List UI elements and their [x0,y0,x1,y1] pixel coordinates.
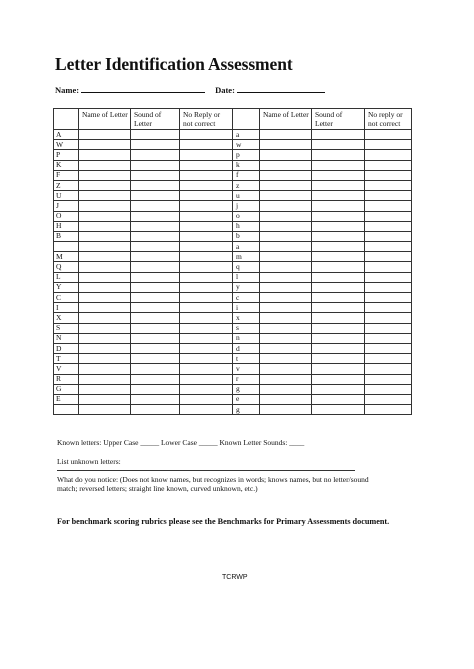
lower-letter-cell: t [233,354,260,364]
sound-upper-cell[interactable] [131,282,180,292]
sound-lower-cell[interactable] [312,354,365,364]
table-row [54,221,412,231]
table-row [54,374,412,384]
lower-letter-cell: i [233,303,260,313]
lower-letter-cell: n [233,333,260,343]
name-upper-cell[interactable] [79,180,131,190]
table-row [54,354,412,364]
noreply-lower-cell[interactable] [365,354,412,364]
upper-letter-cell: R [54,374,79,384]
sound-upper-cell[interactable] [131,201,180,211]
upper-letter-cell: O [54,211,79,221]
sound-lower-cell[interactable] [312,170,365,180]
lower-letter-cell: u [233,191,260,201]
noreply-upper-cell[interactable] [180,394,233,404]
noreply-lower-cell[interactable] [365,221,412,231]
upper-letter-cell: S [54,323,79,333]
sound-upper-cell[interactable] [131,343,180,353]
name-lower-cell[interactable] [260,293,312,303]
sound-lower-cell[interactable] [312,364,365,374]
name-upper-cell[interactable] [79,262,131,272]
noreply-lower-cell[interactable] [365,262,412,272]
sound-upper-cell[interactable] [131,333,180,343]
table-body [54,130,412,415]
table-row [54,150,412,160]
sound-upper-cell[interactable] [131,252,180,262]
name-lower-cell[interactable] [260,160,312,170]
noreply-upper-cell[interactable] [180,384,233,394]
sound-lower-cell[interactable] [312,343,365,353]
upper-letter-cell: M [54,252,79,262]
noreply-upper-cell[interactable] [180,374,233,384]
sound-lower-cell[interactable] [312,211,365,221]
noreply-lower-cell[interactable] [365,160,412,170]
noreply-lower-cell[interactable] [365,191,412,201]
table-row [54,130,412,140]
name-lower-cell[interactable] [260,272,312,282]
lower-letter-cell: y [233,282,260,292]
sound-lower-cell[interactable] [312,293,365,303]
unknown-letters-label: List unknown letters: [57,457,121,466]
noreply-lower-cell[interactable] [365,130,412,140]
sound-upper-cell[interactable] [131,170,180,180]
sound-upper-cell[interactable] [131,262,180,272]
table-row [54,313,412,323]
upper-letter-cell [54,242,79,252]
name-upper-cell[interactable] [79,384,131,394]
sound-upper-cell[interactable] [131,405,180,415]
name-lower-cell[interactable] [260,170,312,180]
name-lower-cell[interactable] [260,150,312,160]
name-upper-cell[interactable] [79,323,131,333]
sound-upper-cell[interactable] [131,160,180,170]
name-label: Name: [55,85,80,95]
sound-lower-cell[interactable] [312,374,365,384]
name-upper-cell[interactable] [79,231,131,241]
sound-lower-cell[interactable] [312,333,365,343]
name-lower-cell[interactable] [260,333,312,343]
noreply-lower-cell[interactable] [365,140,412,150]
table-row [54,160,412,170]
noreply-lower-cell[interactable] [365,394,412,404]
sound-lower-cell[interactable] [312,384,365,394]
sound-upper-cell[interactable] [131,354,180,364]
lower-letter-cell: z [233,180,260,190]
sound-lower-cell[interactable] [312,282,365,292]
name-upper-cell[interactable] [79,405,131,415]
noreply-upper-cell[interactable] [180,140,233,150]
unknown-letters-rule [57,470,355,471]
noreply-lower-cell[interactable] [365,150,412,160]
name-upper-cell[interactable] [79,394,131,404]
name-upper-cell[interactable] [79,150,131,160]
lower-letter-cell: k [233,160,260,170]
table-row [54,364,412,374]
noreply-upper-cell[interactable] [180,364,233,374]
table-row [54,262,412,272]
sound-upper-cell[interactable] [131,180,180,190]
table-row [54,140,412,150]
name-upper-cell[interactable] [79,374,131,384]
table-row [54,405,412,415]
name-upper-cell[interactable] [79,170,131,180]
table-row [54,231,412,241]
name-lower-cell[interactable] [260,211,312,221]
sound-lower-cell[interactable] [312,130,365,140]
table-row [54,201,412,211]
letter-assessment-table [53,108,412,415]
name-lower-cell[interactable] [260,364,312,374]
noreply-lower-cell[interactable] [365,333,412,343]
noreply-upper-cell[interactable] [180,201,233,211]
table-row [54,180,412,190]
upper-letter-cell: U [54,191,79,201]
noreply-upper-cell[interactable] [180,130,233,140]
table-row [54,211,412,221]
upper-letter-cell: A [54,130,79,140]
name-lower-cell[interactable] [260,394,312,404]
name-upper-cell[interactable] [79,364,131,374]
upper-letter-cell: D [54,343,79,353]
lower-letter-cell: q [233,262,260,272]
name-date-row [55,84,329,95]
sound-upper-cell[interactable] [131,242,180,252]
table-row [54,272,412,282]
noreply-upper-cell[interactable] [180,333,233,343]
known-letters-line: Known letters: Upper Case _____ Lower Case _____ Known Letter Sounds: ____ [57,438,305,447]
name-lower-cell[interactable] [260,282,312,292]
lower-letter-cell: j [233,201,260,211]
name-upper-cell[interactable] [79,221,131,231]
noreply-lower-cell[interactable] [365,180,412,190]
noreply-upper-cell[interactable] [180,282,233,292]
sound-upper-cell[interactable] [131,303,180,313]
noreply-upper-cell[interactable] [180,354,233,364]
sound-upper-cell[interactable] [131,272,180,282]
name-upper-cell[interactable] [79,160,131,170]
sound-lower-cell[interactable] [312,303,365,313]
lower-letter-cell: f [233,170,260,180]
lower-letter-cell: d [233,343,260,353]
noreply-lower-cell[interactable] [365,374,412,384]
sound-lower-cell[interactable] [312,201,365,211]
upper-letter-cell: T [54,354,79,364]
noreply-upper-cell[interactable] [180,252,233,262]
sound-upper-cell[interactable] [131,313,180,323]
lower-letter-cell: v [233,364,260,374]
name-upper-cell[interactable] [79,211,131,221]
sound-lower-cell[interactable] [312,160,365,170]
name-upper-cell[interactable] [79,252,131,262]
page-title: Letter Identification Assessment [55,54,293,74]
name-lower-cell[interactable] [260,303,312,313]
lower-letter-cell: s [233,323,260,333]
date-label: Date: [215,85,235,95]
upper-letter-cell: K [54,160,79,170]
upper-letter-cell: C [54,293,79,303]
notice-text: What do you notice: (Does not know names, but recognizes in words; knows names, but no letter/sound match; reversed letters; straight line known, curved unknown, etc.) [57,475,369,493]
lower-letter-cell: l [233,272,260,282]
table-header-row [54,109,412,130]
sound-upper-cell[interactable] [131,394,180,404]
lower-letter-cell: r [233,374,260,384]
name-upper-cell[interactable] [79,293,131,303]
lower-letter-cell: b [233,231,260,241]
noreply-lower-cell[interactable] [365,405,412,415]
sound-upper-cell[interactable] [131,384,180,394]
table-row [54,242,412,252]
upper-letter-cell: N [54,333,79,343]
sound-upper-cell[interactable] [131,211,180,221]
upper-letter-cell: V [54,364,79,374]
name-lower-cell[interactable] [260,252,312,262]
lower-letter-cell: o [233,211,260,221]
noreply-lower-cell[interactable] [365,343,412,353]
sound-lower-cell[interactable] [312,140,365,150]
noreply-lower-cell[interactable] [365,211,412,221]
name-upper-cell[interactable] [79,201,131,211]
noreply-upper-cell[interactable] [180,262,233,272]
name-lower-cell[interactable] [260,231,312,241]
sound-lower-cell[interactable] [312,272,365,282]
noreply-lower-cell[interactable] [365,282,412,292]
noreply-upper-cell[interactable] [180,313,233,323]
name-upper-cell[interactable] [79,313,131,323]
upper-letter-cell: L [54,272,79,282]
name-upper-cell[interactable] [79,272,131,282]
noreply-upper-cell[interactable] [180,170,233,180]
name-field[interactable] [81,84,205,93]
noreply-lower-cell[interactable] [365,231,412,241]
date-field[interactable] [237,84,325,93]
noreply-upper-cell[interactable] [180,221,233,231]
table-row [54,303,412,313]
noreply-upper-cell[interactable] [180,405,233,415]
noreply-upper-cell[interactable] [180,180,233,190]
sound-upper-cell[interactable] [131,364,180,374]
name-upper-cell[interactable] [79,303,131,313]
name-upper-cell[interactable] [79,242,131,252]
name-lower-cell[interactable] [260,405,312,415]
table-row [54,333,412,343]
sound-lower-cell[interactable] [312,221,365,231]
upper-letter-cell: E [54,394,79,404]
upper-letter-cell: B [54,231,79,241]
noreply-upper-cell[interactable] [180,160,233,170]
header-name-lower: Name of Letter [260,109,312,130]
name-lower-cell[interactable] [260,140,312,150]
name-lower-cell[interactable] [260,313,312,323]
sound-lower-cell[interactable] [312,394,365,404]
upper-letter-cell: P [54,150,79,160]
noreply-lower-cell[interactable] [365,364,412,374]
lower-letter-cell: a [233,130,260,140]
sound-lower-cell[interactable] [312,242,365,252]
header-noreply-lower: No reply or not correct [365,109,412,130]
footer-label: TCRWP [222,574,248,581]
sound-upper-cell[interactable] [131,221,180,231]
noreply-upper-cell[interactable] [180,191,233,201]
noreply-upper-cell[interactable] [180,242,233,252]
upper-letter-cell: Y [54,282,79,292]
sound-upper-cell[interactable] [131,191,180,201]
noreply-upper-cell[interactable] [180,303,233,313]
upper-letter-cell: X [54,313,79,323]
noreply-lower-cell[interactable] [365,313,412,323]
sound-lower-cell[interactable] [312,262,365,272]
noreply-lower-cell[interactable] [365,252,412,262]
noreply-upper-cell[interactable] [180,150,233,160]
benchmark-note: For benchmark scoring rubrics please see the Benchmarks for Primary Assessments document. [57,517,390,526]
name-lower-cell[interactable] [260,343,312,353]
lower-letter-cell: x [233,313,260,323]
upper-letter-cell: J [54,201,79,211]
noreply-lower-cell[interactable] [365,384,412,394]
upper-letter-cell: Q [54,262,79,272]
noreply-upper-cell[interactable] [180,211,233,221]
header-blank-upper [54,109,79,130]
name-lower-cell[interactable] [260,191,312,201]
sound-lower-cell[interactable] [312,323,365,333]
sound-upper-cell[interactable] [131,130,180,140]
noreply-lower-cell[interactable] [365,242,412,252]
sound-upper-cell[interactable] [131,323,180,333]
sound-upper-cell[interactable] [131,231,180,241]
table-row [54,252,412,262]
sound-lower-cell[interactable] [312,231,365,241]
noreply-lower-cell[interactable] [365,272,412,282]
name-upper-cell[interactable] [79,191,131,201]
name-lower-cell[interactable] [260,384,312,394]
upper-letter-cell: W [54,140,79,150]
noreply-lower-cell[interactable] [365,293,412,303]
sound-lower-cell[interactable] [312,252,365,262]
name-lower-cell[interactable] [260,323,312,333]
name-lower-cell[interactable] [260,130,312,140]
lower-letter-cell: p [233,150,260,160]
name-lower-cell[interactable] [260,354,312,364]
name-lower-cell[interactable] [260,221,312,231]
name-lower-cell[interactable] [260,262,312,272]
table-row [54,323,412,333]
name-upper-cell[interactable] [79,282,131,292]
table-row [54,384,412,394]
noreply-lower-cell[interactable] [365,170,412,180]
table-row [54,191,412,201]
name-lower-cell[interactable] [260,201,312,211]
noreply-upper-cell[interactable] [180,343,233,353]
table-row [54,343,412,353]
name-lower-cell[interactable] [260,180,312,190]
header-name-upper: Name of Letter [79,109,131,130]
upper-letter-cell: H [54,221,79,231]
lower-letter-cell: e [233,394,260,404]
sound-upper-cell[interactable] [131,150,180,160]
lower-letter-cell: c [233,293,260,303]
noreply-upper-cell[interactable] [180,231,233,241]
sound-lower-cell[interactable] [312,191,365,201]
upper-letter-cell: I [54,303,79,313]
lower-letter-cell: g [233,405,260,415]
name-upper-cell[interactable] [79,333,131,343]
header-blank-lower [233,109,260,130]
header-sound-upper: Sound of Letter [131,109,180,130]
name-upper-cell[interactable] [79,343,131,353]
header-noreply-upper: No Reply or not correct [180,109,233,130]
upper-letter-cell: F [54,170,79,180]
noreply-upper-cell[interactable] [180,293,233,303]
lower-letter-cell: g [233,384,260,394]
table-row [54,394,412,404]
lower-letter-cell: m [233,252,260,262]
sound-upper-cell[interactable] [131,140,180,150]
table-row [54,170,412,180]
name-upper-cell[interactable] [79,130,131,140]
name-upper-cell[interactable] [79,140,131,150]
noreply-lower-cell[interactable] [365,201,412,211]
noreply-upper-cell[interactable] [180,272,233,282]
sound-lower-cell[interactable] [312,150,365,160]
name-upper-cell[interactable] [79,354,131,364]
name-lower-cell[interactable] [260,242,312,252]
sound-upper-cell[interactable] [131,374,180,384]
lower-letter-cell: h [233,221,260,231]
lower-letter-cell: w [233,140,260,150]
sound-lower-cell[interactable] [312,313,365,323]
noreply-lower-cell[interactable] [365,303,412,313]
sound-upper-cell[interactable] [131,293,180,303]
name-lower-cell[interactable] [260,374,312,384]
table-row [54,293,412,303]
table-row [54,282,412,292]
noreply-upper-cell[interactable] [180,323,233,333]
lower-letter-cell: a [233,242,260,252]
sound-lower-cell[interactable] [312,180,365,190]
header-sound-lower: Sound of Letter [312,109,365,130]
upper-letter-cell: G [54,384,79,394]
upper-letter-cell: Z [54,180,79,190]
upper-letter-cell [54,405,79,415]
noreply-lower-cell[interactable] [365,323,412,333]
sound-lower-cell[interactable] [312,405,365,415]
